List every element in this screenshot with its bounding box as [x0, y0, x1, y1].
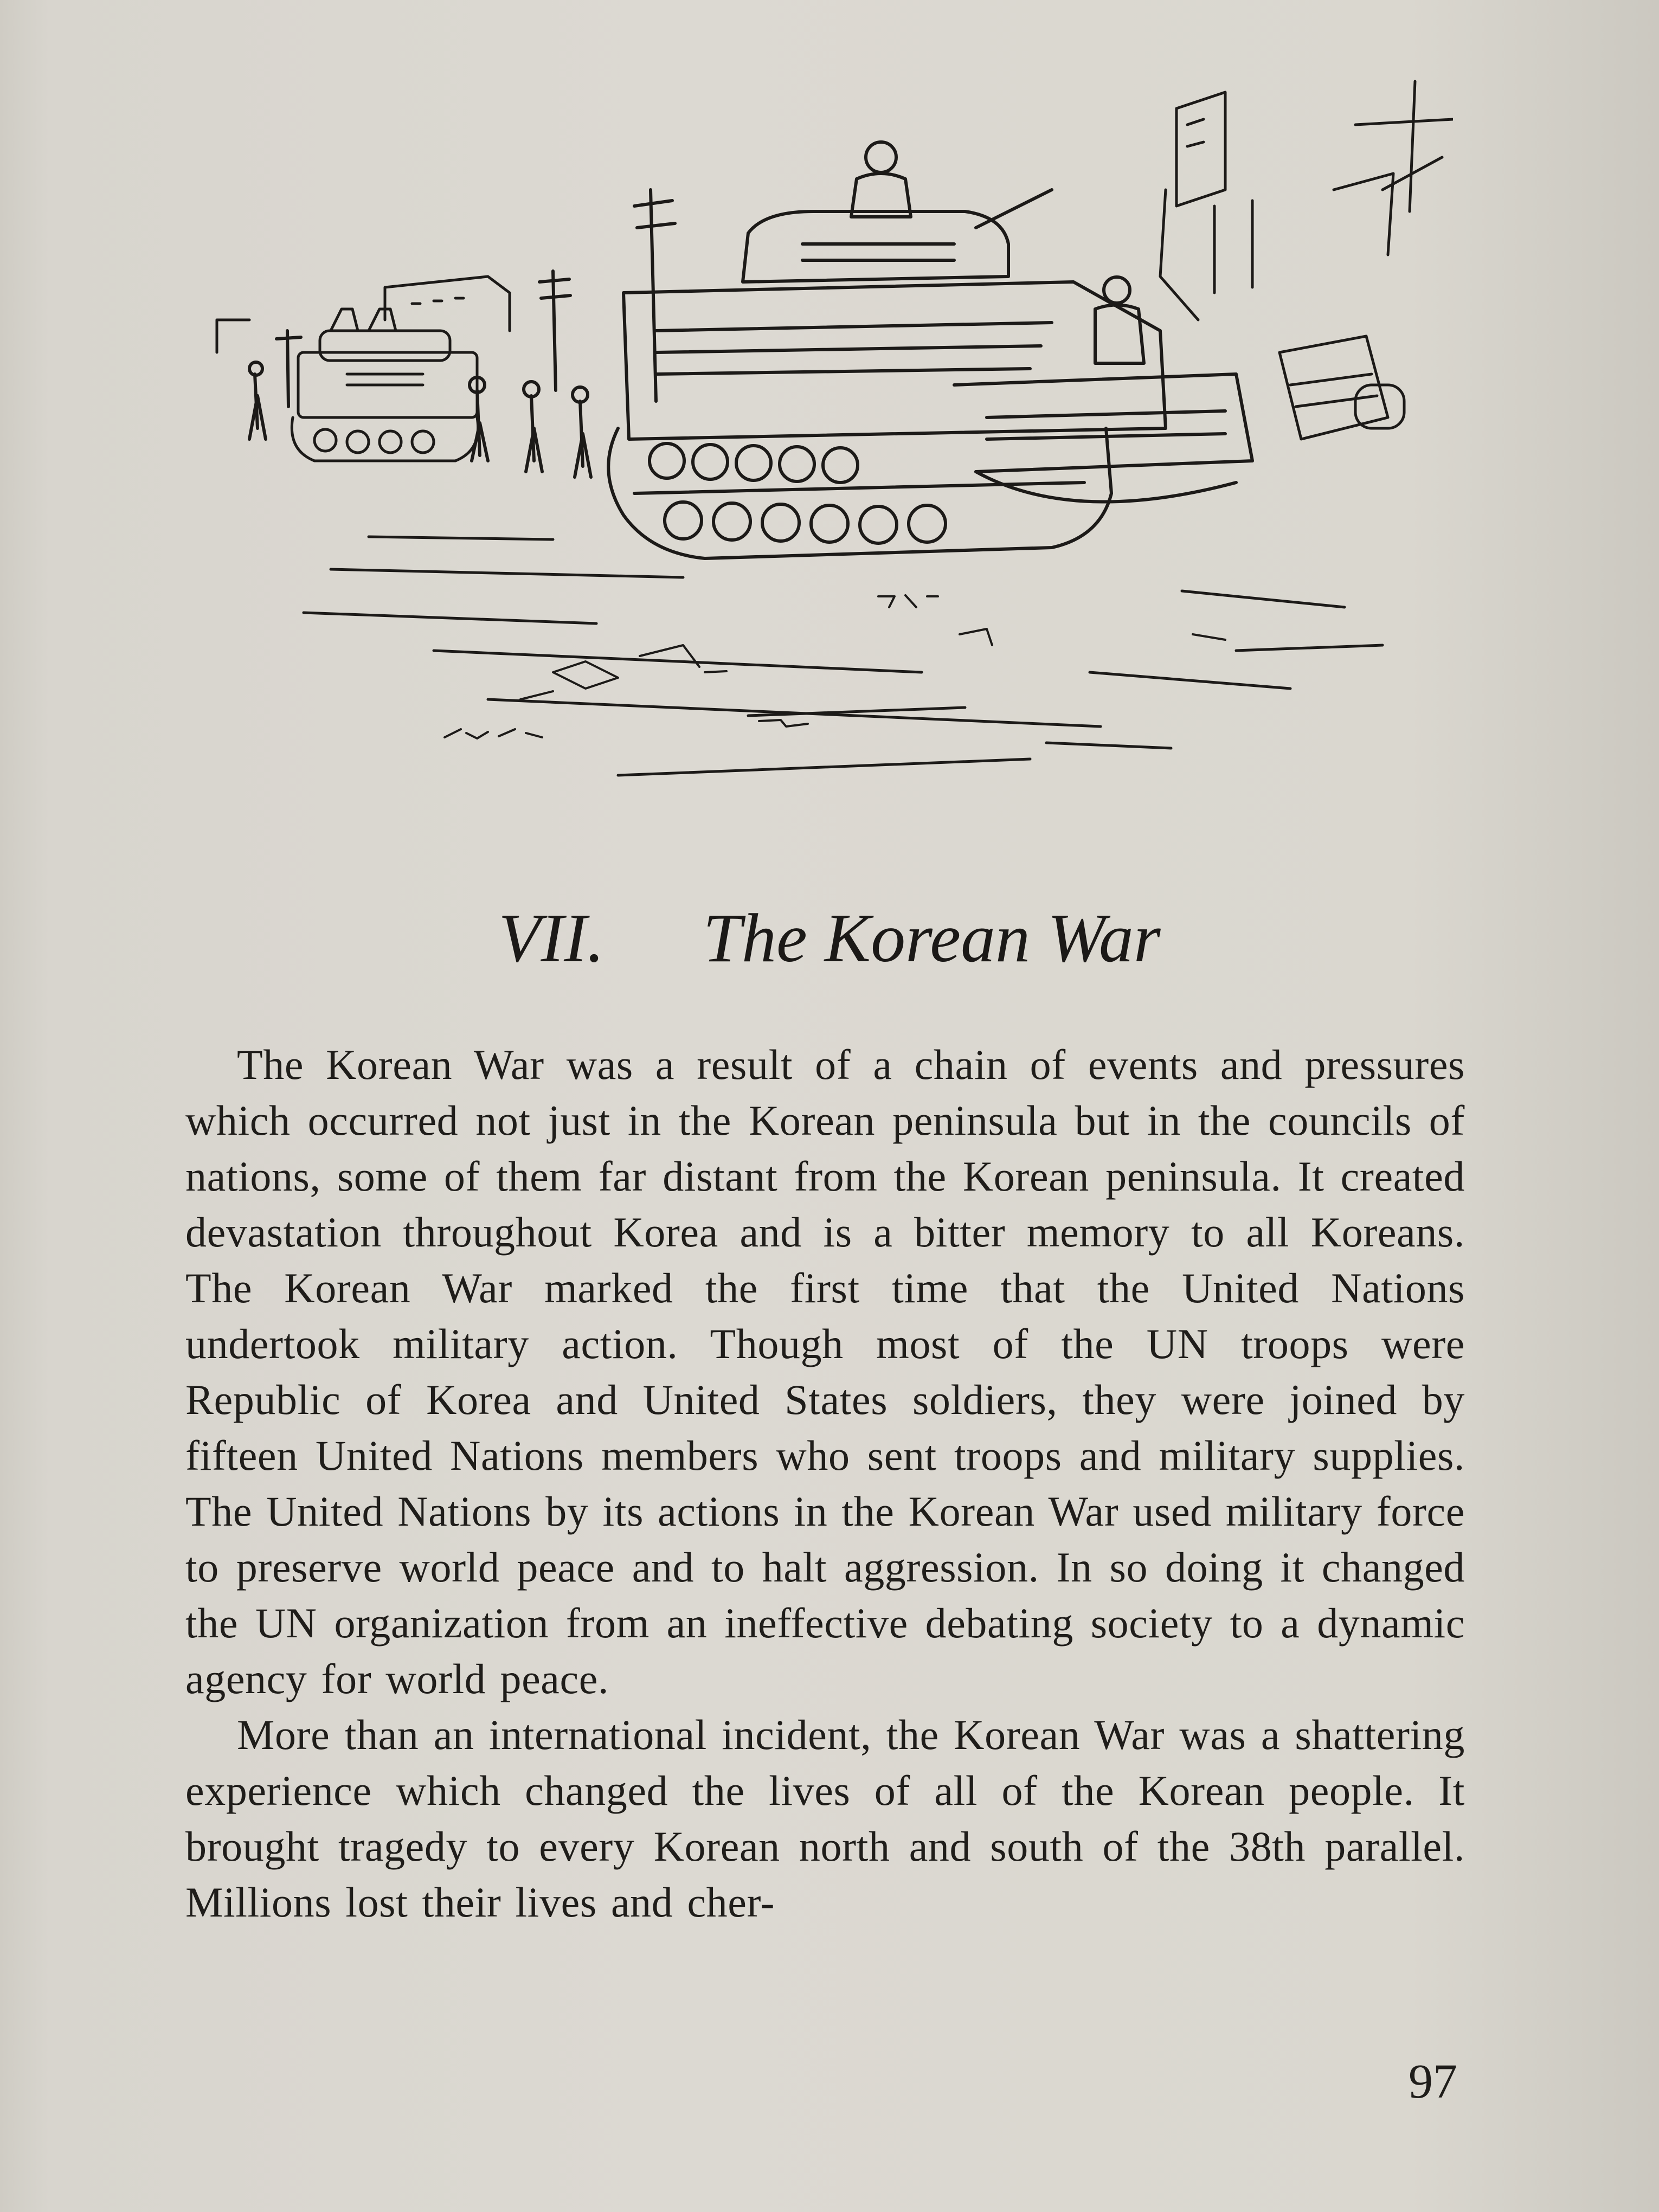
paragraph-2: More than an international incident, the Korean War was a shattering experience which changed the lives of all of the Korean people. It brought tragedy to every Korean north and south of the 38th parallel. Millions lost their lives and cher-	[185, 1711, 1465, 1926]
paragraph-1: The Korean War was a result of a chain of events and pressures which occurred not just in the Korean peninsula but in the councils of nations, some of them far distant from the Korean peninsula. It created devastation throughout Korea and is a bitter memory to all Koreans. The Korean War marked the first time that the United Nations undertook military action. Though most of the UN troops were Republic of Korea and United States soldiers, they were joined by fifteen United Nations members who sent troops and military supplies. The United Nations by its actions in the Korean War used military force to preserve world peace and to halt aggression. In so doing it changed the UN organization from an ineffective debating society to a dynamic agency for world peace.	[185, 1041, 1465, 1702]
chapter-number: VII.	[498, 899, 605, 976]
ground-lines	[304, 537, 1382, 775]
chapter-heading	[0, 884, 1659, 1014]
chapter-title: The Korean War	[703, 899, 1161, 976]
main-tank	[608, 142, 1252, 558]
korean-war-tank-illustration	[206, 49, 1453, 797]
left-tank	[292, 309, 478, 461]
chapter-body	[185, 1037, 1465, 1930]
page-number: 97	[1409, 2055, 1457, 2108]
